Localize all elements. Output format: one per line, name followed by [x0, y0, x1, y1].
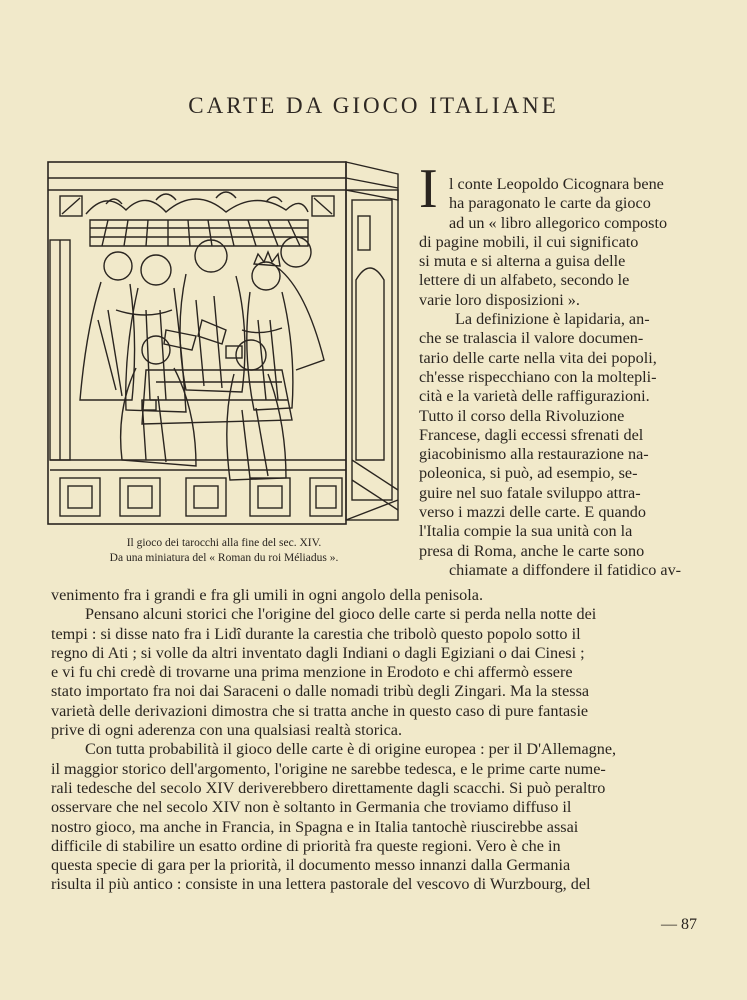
- caption-line-2: Da una miniatura del « Roman du roi Méliadus ».: [109, 552, 339, 564]
- text-line: prive di ogni aderenza con una qualsiasi realtà storica.: [51, 721, 403, 740]
- caption-line-1: Il gioco dei tarocchi alla fine del sec. XIV.: [126, 537, 322, 549]
- text-line: cità e la varietà delle raffigurazioni.: [419, 387, 650, 406]
- text-line: che se tralascia il valore documen-: [419, 329, 644, 348]
- text-line: venimento fra i grandi e fra gli umili in ogni angolo della penisola.: [51, 586, 484, 604]
- drop-cap: I: [419, 158, 438, 220]
- text-line: l conte Leopoldo Cicognara bene: [449, 175, 664, 193]
- text-line: nostro gioco, ma anche in Francia, in Spagna e in Italia tantochè riuscirebbe assai: [51, 817, 579, 836]
- page-title: CARTE DA GIOCO ITALIANE: [188, 93, 559, 118]
- text-line: guire nel suo fatale sviluppo attra-: [419, 483, 641, 502]
- page-number: — 87: [661, 916, 697, 933]
- text-line: ha paragonato le carte da gioco: [449, 194, 651, 213]
- text-line: di pagine mobili, il cui significato: [419, 232, 639, 251]
- text-line: Tutto il corso della Rivoluzione: [419, 406, 625, 425]
- text-line: regno di Ati ; si volle da altri inventato dagli Indiani o dagli Egiziani o dai Cinesi ;: [51, 643, 585, 662]
- text-line: Con tutta probabilità il gioco delle carte è di origine europea : per il D'Allemagne,: [85, 740, 617, 759]
- text-line: e vi fu chi credè di trovarne una prima menzione in Erodoto e chi affermò essere: [51, 663, 573, 682]
- text-line: questa specie di gara per la priorità, il documento messo innanzi dalla Germania: [51, 856, 571, 875]
- text-line: La definizione è lapidaria, an-: [455, 310, 650, 329]
- text-line: risulta il più antico : consiste in una lettera pastorale del vescovo di Wurzbourg, del: [51, 875, 591, 894]
- text-line: Francese, dagli eccessi sfrenati del: [419, 425, 644, 444]
- text-line: si muta e si alterna a guisa delle: [419, 252, 626, 271]
- text-line: Pensano alcuni storici che l'origine del gioco delle carte si perda nella notte dei: [85, 605, 597, 624]
- text-line: varietà delle derivazioni dimostra che si tratta anche in questo caso di pure fantasie: [51, 701, 589, 720]
- text-line: poleonica, si può, ad esempio, se-: [419, 464, 638, 483]
- right-column-text: [419, 175, 695, 580]
- text-line: stato importato fra noi dai Saraceni o dalle nomadi tribù degli Zingari. Ma la stessa: [51, 682, 590, 701]
- main-body-text: [51, 586, 697, 895]
- figure-caption: [46, 536, 402, 566]
- text-line: presa di Roma, anche le carte sono: [419, 541, 645, 560]
- figure-illustration: [46, 160, 402, 528]
- tarot-players-illustration: [46, 160, 402, 528]
- text-line: tempi : si disse nato fra i Lidî durante la carestia che tribolò questo popolo sotto il: [51, 624, 581, 643]
- text-line: il maggior storico dell'argomento, l'origine ne sarebbe tedesca, e le prime carte nume-: [51, 759, 606, 778]
- text-line: rali tedesche del secolo XIV deriverebbero direttamente dagli scacchi. Si può peraltro: [51, 778, 606, 797]
- text-line: giacobinismo alla restaurazione na-: [419, 445, 649, 464]
- text-line: tario delle carte nella vita dei popoli,: [419, 348, 657, 367]
- text-line: varie loro disposizioni ».: [419, 290, 580, 309]
- text-line: l'Italia compie la sua unità con la: [419, 522, 633, 541]
- text-line: verso i mazzi delle carte. E quando: [419, 503, 646, 522]
- text-line: difficile di stabilire un esatto ordine di priorità fra queste regioni. Vero è che in: [51, 836, 561, 855]
- text-line: lettere di un alfabeto, secondo le: [419, 271, 630, 290]
- text-line: chiamate a diffondere il fatidico av-: [449, 560, 682, 579]
- text-line: ch'esse rispecchiano con la moltepli-: [419, 367, 657, 386]
- text-line: ad un « libro allegorico composto: [449, 213, 668, 232]
- text-line: osservare che nel secolo XIV non è soltanto in Germania che troviamo diffuso il: [51, 798, 572, 817]
